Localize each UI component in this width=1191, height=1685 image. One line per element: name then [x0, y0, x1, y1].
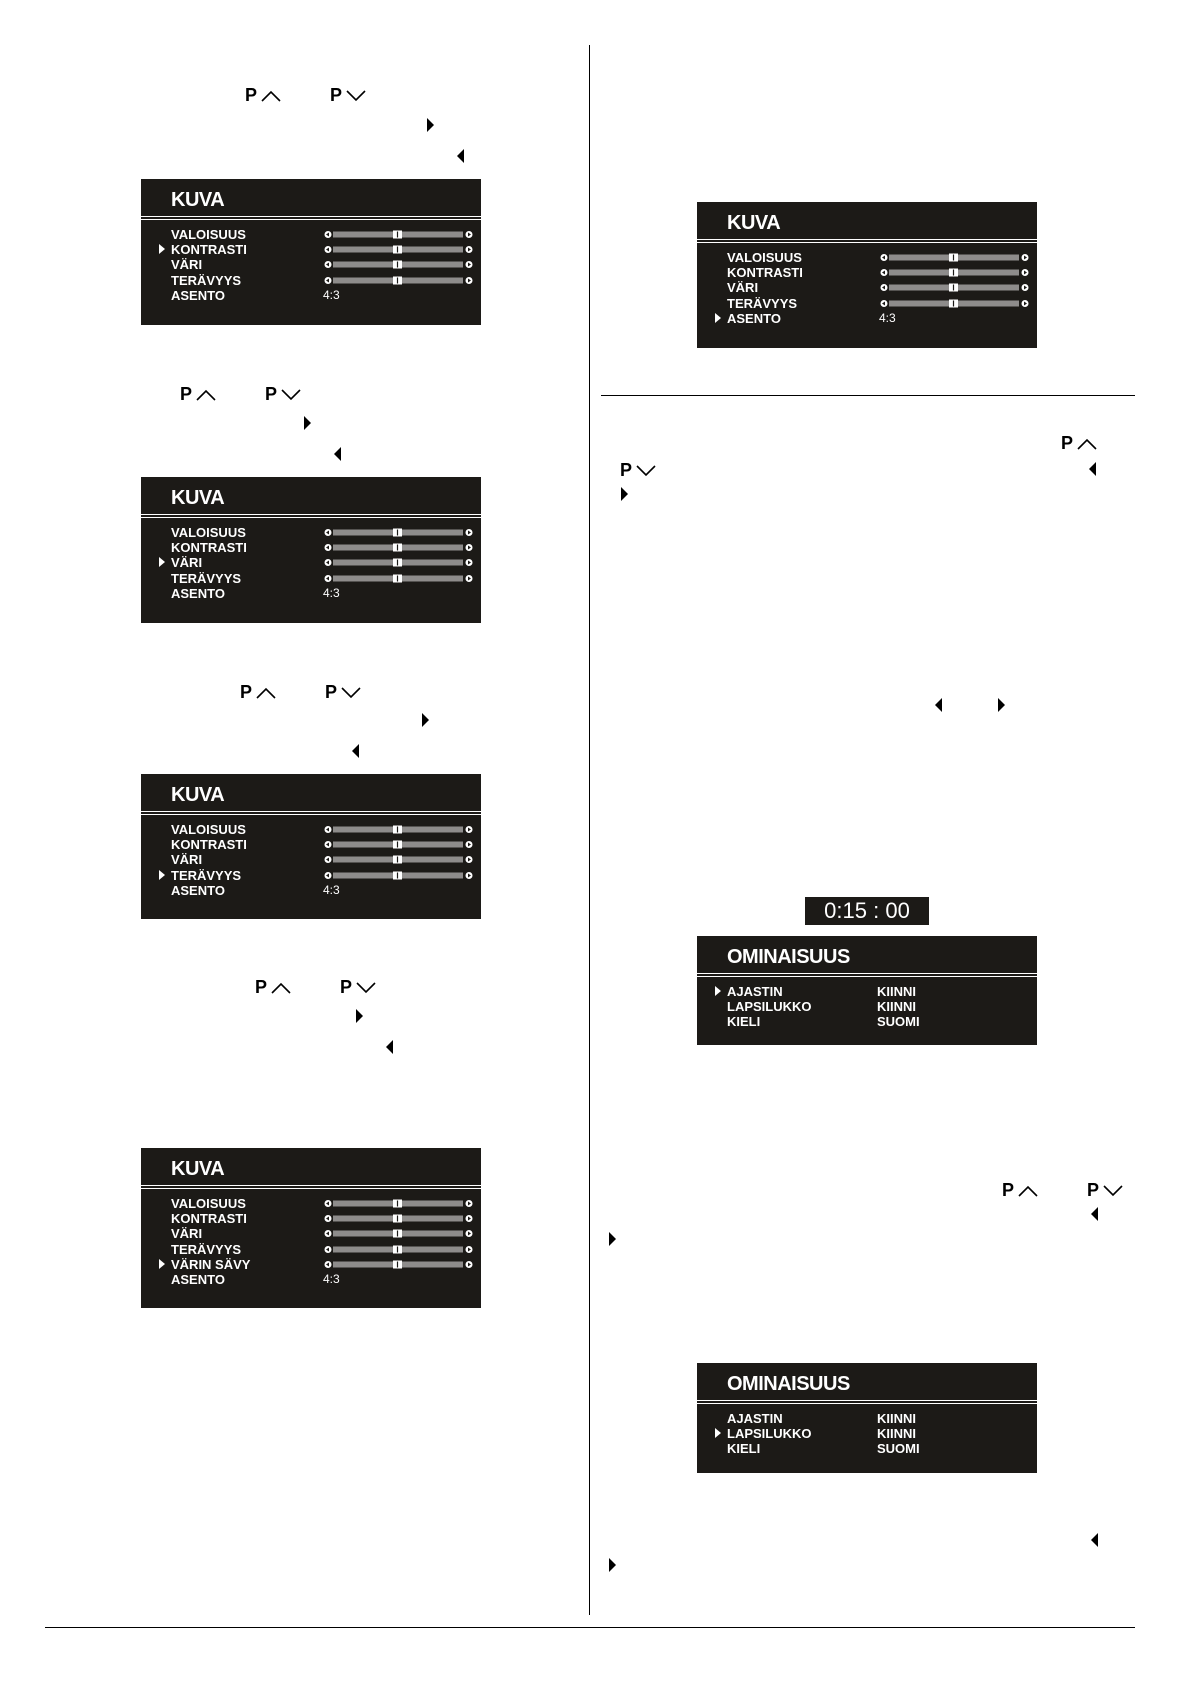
menu-item[interactable] [141, 257, 481, 272]
menu-item-label: TERÄVYYS [171, 1241, 242, 1257]
p-down-key: P [325, 682, 361, 702]
slider-bar [324, 558, 474, 567]
menu-item[interactable] [141, 242, 481, 257]
chevron-down-icon [346, 90, 366, 102]
menu-item[interactable] [141, 227, 481, 242]
slider-bar [324, 1260, 474, 1269]
picture-menu-contrast [141, 179, 481, 325]
menu-item-value: KIINNI [877, 1426, 916, 1442]
selection-pointer-icon [715, 313, 721, 323]
menu-item-value: KIINNI [877, 1411, 916, 1426]
p-up-key: P [1061, 433, 1097, 453]
slider-bar [324, 855, 474, 864]
p-up-key: P [245, 85, 281, 105]
menu-item[interactable] [697, 1014, 1037, 1029]
slider-bar [324, 871, 474, 880]
menu-divider [697, 976, 1037, 977]
slider-bar [880, 253, 1030, 262]
slider-bar [324, 245, 474, 254]
menu-divider [141, 814, 481, 815]
left-arrow-icon [935, 698, 942, 712]
menu-title: KUVA [171, 1158, 225, 1180]
left-arrow-icon [1091, 1207, 1098, 1221]
menu-item-value: 4:3 [323, 882, 340, 897]
menu-item-label: VÄRIN SÄVY [171, 1256, 251, 1272]
chevron-up-icon [196, 389, 216, 401]
menu-item-label: VÄRI [727, 280, 759, 296]
menu-item-label: KONTRASTI [171, 540, 247, 556]
feature-menu-timer [697, 936, 1037, 1045]
slider-bar [880, 299, 1030, 308]
menu-divider [141, 517, 481, 518]
menu-item[interactable] [141, 586, 481, 601]
picture-menu-hue [141, 1148, 481, 1308]
feature-menu-child-lock [697, 1363, 1037, 1473]
selection-pointer-icon [159, 1259, 165, 1269]
menu-item-label: LAPSILUKKO [727, 1426, 812, 1442]
menu-item-label: KONTRASTI [171, 837, 247, 853]
menu-item-label: VALOISUUS [171, 227, 246, 242]
menu-item-label: KONTRASTI [171, 242, 247, 258]
menu-item[interactable] [141, 852, 481, 867]
menu-item[interactable] [697, 984, 1037, 999]
menu-item-label: TERÄVYYS [171, 272, 242, 288]
menu-item-value: SUOMI [877, 1441, 920, 1457]
menu-item[interactable] [697, 250, 1037, 265]
p-up-key: P [180, 384, 216, 404]
menu-item-label: VALOISUUS [171, 1196, 246, 1211]
menu-item-label: LAPSILUKKO [727, 999, 812, 1015]
picture-menu-color [141, 477, 481, 623]
menu-divider [697, 973, 1037, 974]
slider-bar [324, 528, 474, 537]
sleep-timer-display: 0:15 : 00 [805, 897, 929, 925]
menu-item[interactable] [141, 571, 481, 586]
menu-item[interactable] [141, 555, 481, 570]
p-down-key: P [340, 977, 376, 997]
slider-bar [324, 574, 474, 583]
menu-item[interactable] [141, 273, 481, 288]
chevron-down-icon [1103, 1185, 1123, 1197]
menu-item-label: ASENTO [171, 585, 225, 601]
left-arrow-icon [1089, 462, 1096, 476]
menu-item[interactable] [141, 868, 481, 883]
chevron-down-icon [356, 982, 376, 994]
menu-item[interactable] [697, 296, 1037, 311]
menu-item[interactable] [697, 311, 1037, 326]
menu-divider [141, 216, 481, 217]
menu-title: KUVA [171, 487, 225, 509]
menu-item[interactable] [141, 288, 481, 303]
footer-rule [45, 1627, 1135, 1628]
left-arrow-icon [334, 447, 341, 461]
menu-item-label: ASENTO [171, 882, 225, 898]
p-up-key: P [240, 682, 276, 702]
menu-item-value: SUOMI [877, 1014, 920, 1030]
slider-bar [324, 825, 474, 834]
slider-bar [324, 840, 474, 849]
menu-item-label: ASENTO [171, 1272, 225, 1287]
menu-item-label: ASENTO [171, 287, 225, 303]
menu-item-label: VÄRI [171, 257, 203, 273]
picture-menu-sharpness [141, 774, 481, 919]
right-arrow-icon [356, 1009, 363, 1023]
menu-item[interactable] [697, 280, 1037, 295]
right-arrow-icon [998, 698, 1005, 712]
menu-divider [141, 514, 481, 515]
menu-divider [141, 1185, 481, 1186]
menu-title: OMINAISUUS [727, 946, 850, 968]
slider-bar [324, 276, 474, 285]
menu-item-label: TERÄVYYS [171, 570, 242, 586]
menu-item-label: TERÄVYYS [727, 295, 798, 311]
menu-item-value: KIINNI [877, 999, 916, 1015]
menu-item-label: TERÄVYYS [171, 867, 242, 883]
menu-item[interactable] [141, 1257, 481, 1272]
menu-title: OMINAISUUS [727, 1373, 850, 1395]
menu-item-label: KIELI [727, 1441, 761, 1457]
left-arrow-icon [352, 744, 359, 758]
menu-item-value: 4:3 [323, 287, 340, 302]
menu-item-value: KIINNI [877, 984, 916, 999]
menu-item-label: KIELI [727, 1014, 761, 1030]
slider-bar [880, 283, 1030, 292]
left-arrow-icon [457, 149, 464, 163]
menu-item[interactable] [697, 265, 1037, 280]
menu-item[interactable] [141, 540, 481, 555]
menu-item-label: AJASTIN [727, 984, 783, 999]
chevron-up-icon [261, 90, 281, 102]
right-arrow-icon [304, 416, 311, 430]
menu-item-label: VALOISUUS [171, 525, 246, 540]
menu-item-label: KONTRASTI [171, 1211, 247, 1227]
menu-divider [697, 239, 1037, 240]
p-down-key: P [1087, 1180, 1123, 1200]
p-up-key: P [255, 977, 291, 997]
menu-title: KUVA [727, 212, 781, 234]
chevron-down-icon [636, 465, 656, 477]
left-arrow-icon [1091, 1533, 1098, 1547]
chevron-up-icon [256, 687, 276, 699]
menu-item[interactable] [141, 837, 481, 852]
slider-bar [324, 260, 474, 269]
right-arrow-icon [427, 118, 434, 132]
menu-divider [697, 1400, 1037, 1401]
menu-item[interactable] [141, 1196, 481, 1211]
menu-item-label: KONTRASTI [727, 265, 803, 281]
right-arrow-icon [609, 1558, 616, 1572]
slider-bar [324, 1199, 474, 1208]
menu-title: KUVA [171, 189, 225, 211]
section-divider [601, 395, 1135, 396]
menu-item-value: 4:3 [323, 585, 340, 600]
selection-pointer-icon [715, 1428, 721, 1438]
menu-divider [141, 219, 481, 220]
menu-item-label: VALOISUUS [171, 822, 246, 837]
selection-pointer-icon [159, 557, 165, 567]
menu-item-label: VALOISUUS [727, 250, 802, 265]
menu-title: KUVA [171, 784, 225, 806]
menu-item[interactable] [141, 822, 481, 837]
menu-item-label: VÄRI [171, 555, 203, 571]
menu-item[interactable] [141, 883, 481, 898]
p-up-key: P [1002, 1180, 1038, 1200]
menu-item[interactable] [141, 1226, 481, 1241]
menu-item-label: ASENTO [727, 310, 781, 326]
slider-bar [324, 1245, 474, 1254]
menu-item-value: 4:3 [879, 310, 896, 325]
chevron-up-icon [271, 982, 291, 994]
menu-item[interactable] [697, 1441, 1037, 1456]
menu-item[interactable] [697, 999, 1037, 1014]
picture-menu-position [697, 202, 1037, 348]
slider-bar [324, 1229, 474, 1238]
selection-pointer-icon [159, 244, 165, 254]
slider-bar [324, 543, 474, 552]
right-arrow-icon [422, 713, 429, 727]
menu-item-value: 4:3 [323, 1272, 340, 1286]
menu-divider [141, 811, 481, 812]
right-arrow-icon [621, 487, 628, 501]
menu-item-label: AJASTIN [727, 1411, 783, 1426]
chevron-up-icon [1018, 1185, 1038, 1197]
p-down-key: P [330, 85, 366, 105]
menu-divider [141, 1188, 481, 1189]
left-arrow-icon [386, 1040, 393, 1054]
menu-item-label: VÄRI [171, 852, 203, 868]
menu-item[interactable] [697, 1411, 1037, 1426]
selection-pointer-icon [715, 986, 721, 996]
slider-bar [324, 1214, 474, 1223]
p-down-key: P [620, 460, 656, 480]
chevron-down-icon [281, 389, 301, 401]
menu-item[interactable] [141, 525, 481, 540]
menu-divider [697, 242, 1037, 243]
chevron-up-icon [1077, 438, 1097, 450]
selection-pointer-icon [159, 870, 165, 880]
right-arrow-icon [609, 1232, 616, 1246]
slider-bar [880, 268, 1030, 277]
menu-item-label: VÄRI [171, 1226, 203, 1242]
menu-item[interactable] [141, 1242, 481, 1257]
menu-divider [697, 1403, 1037, 1404]
p-down-key: P [265, 384, 301, 404]
slider-bar [324, 230, 474, 239]
column-divider [589, 45, 590, 1615]
menu-item[interactable] [141, 1272, 481, 1287]
menu-item[interactable] [141, 1211, 481, 1226]
chevron-down-icon [341, 687, 361, 699]
menu-item[interactable] [697, 1426, 1037, 1441]
